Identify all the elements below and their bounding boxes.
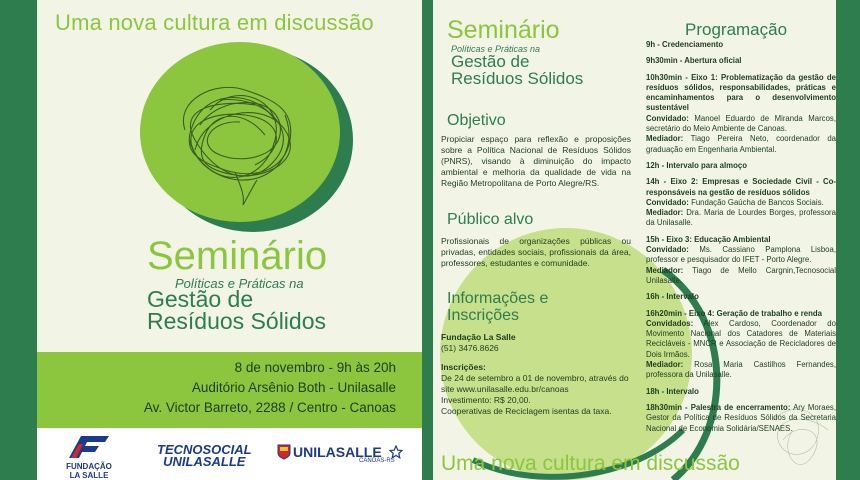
prog-item: 9h30min - Abertura oficial — [646, 56, 742, 66]
prog-item: 18h30min - Palestra de encerramento: Ary Moraes, Gestor da Política de Resíduos Sólidos da Secretaria Nacional de Economia Solidária/SENAES. — [646, 402, 836, 433]
publico-text: Profissionais de organizações públicas ou privadas, entidades sociais, profissionais da área, professores, estudantes e comunidade. — [441, 236, 631, 268]
tecnosocial-label: TECNOSOCIAL — [157, 442, 252, 457]
info-heading — [447, 290, 548, 324]
prog-item: 12h - Intervalo para almoço — [646, 160, 747, 170]
scribble-circle-logo — [125, 40, 365, 240]
info-phone: (51) 3476.8626 — [441, 343, 499, 353]
seminar-theme — [147, 288, 326, 332]
tecnosocial-logo — [157, 444, 252, 468]
fundacao-flag-icon — [59, 432, 119, 462]
prog-item: 9h - Credenciamento — [646, 40, 724, 49]
event-info-band — [37, 352, 422, 428]
objetivo-heading: Objetivo — [447, 112, 506, 129]
cover-panel — [37, 0, 422, 480]
prog-item: 16h - Intervalo — [646, 292, 699, 302]
seminar-theme-small — [451, 53, 583, 87]
info-insc-label: Inscrições: — [441, 362, 486, 372]
prog-item: 14h - Eixo 2: Empresas e Sociedade Civil - Co-responsáveis na gestão de resíduos sólidos Convidado: Fundação Gaúcha de Bancos Sociais. Mediador: Dra. Maria de Lourdes Borges, professora da Unilasalle. — [646, 177, 836, 228]
event-date: 8 de novembro - 9h às 20h — [234, 360, 396, 375]
lasalle-label: LA SALLE — [69, 471, 109, 480]
seminar-theme-line1: Gestão de — [147, 286, 254, 312]
programacao-heading: Programação — [685, 20, 788, 39]
info-insc-price: Investimento: R$ 20,00. — [441, 395, 531, 405]
seminar-title: Seminário — [147, 234, 328, 278]
seminar-title-small: Seminário — [447, 16, 560, 44]
seminar-theme-small-line1: Gestão de — [451, 52, 530, 71]
seminar-subtitle-small: Políticas e Práticas na — [451, 44, 541, 54]
tagline: Uma nova cultura em discussão — [55, 10, 374, 35]
fundacao-la-salle-logo — [59, 432, 119, 480]
info-org: Fundação La Salle — [441, 332, 516, 342]
sponsor-logos — [37, 428, 422, 480]
info-insc-dates: De 24 de setembro a 01 de novembro, através do site www.unilasalle.edu.br/canoas — [441, 373, 629, 394]
prog-item: 18h - Intervalo — [646, 386, 699, 396]
tagline-bottom: Uma nova cultura em discussão — [441, 452, 740, 475]
unilasalle-shield-icon — [277, 444, 291, 460]
seminar-theme-line2: Resíduos Sólidos — [147, 308, 326, 334]
info-text — [441, 332, 631, 417]
seminar-theme-small-line2: Resíduos Sólidos — [451, 69, 584, 88]
tecnosocial-unilasalle-label: UNILASALLE — [163, 454, 246, 469]
programacao-list — [646, 40, 836, 440]
star-icon — [389, 445, 403, 459]
seminar-subtitle: Políticas e Práticas na — [175, 276, 304, 291]
info-heading-line1: Informações e — [447, 290, 549, 307]
event-address: Av. Victor Barreto, 2288 / Centro - Canoas — [143, 400, 396, 415]
info-heading-line2: Inscrições — [447, 307, 520, 324]
info-insc-exempt: Cooperativas de Reciclagem isentas da taxa. — [441, 406, 612, 416]
publico-heading: Público alvo — [447, 211, 534, 228]
event-venue: Auditório Arsênio Both - Unilasalle — [191, 380, 396, 395]
program-panel — [433, 0, 836, 480]
canoas-label: CANOAS-RS — [359, 458, 395, 464]
fundacao-label: FUNDAÇÃO — [66, 462, 112, 471]
right-border — [836, 0, 860, 480]
unilasalle-label: UNILASALLE — [293, 444, 382, 460]
prog-item: 16h20min - Eixo 4: Geração de trabalho e renda Convidados: Alex Cardoso, Coordenador do Movimento Nacional dos Catadores de Materiais Recicláveis - MNCR e Associação de Recicladores de Dois Irmãos. Mediador: Rosa Maria Castilhos Fernandes, professora da Unilasalle. — [646, 308, 836, 380]
prog-item: 10h30min - Eixo 1: Problematização da gestão de resíduos sólidos, responsabilidades, práticas e encaminhamentos para o desenvolvimento sustentável Convidado: Manoel Eduardo de Miranda Marcos, secretário do Meio Ambiente de Canoas. Mediador: Tiago Pereira Neto, coordenador da graduação em Engenharia Ambiental. — [646, 72, 836, 154]
left-border — [0, 0, 37, 480]
objetivo-text: Propiciar espaço para reflexão e proposições sobre a Política Nacional de Resíduos Sólidos (PNRS), visando à diminuição do impacto ambiental e melhoria da qualidade de vida na Região Metropolitana de Porto Alegre/RS. — [441, 134, 631, 188]
prog-item: 15h - Eixo 3: Educação Ambiental Convidado: Ms. Cassiano Pamplona Lisboa, professor e pesquisador do IFET - Porto Alegre. Mediador: Tiago de Mello Cargnin,Tecnosocial Unilasalle. — [646, 234, 836, 285]
